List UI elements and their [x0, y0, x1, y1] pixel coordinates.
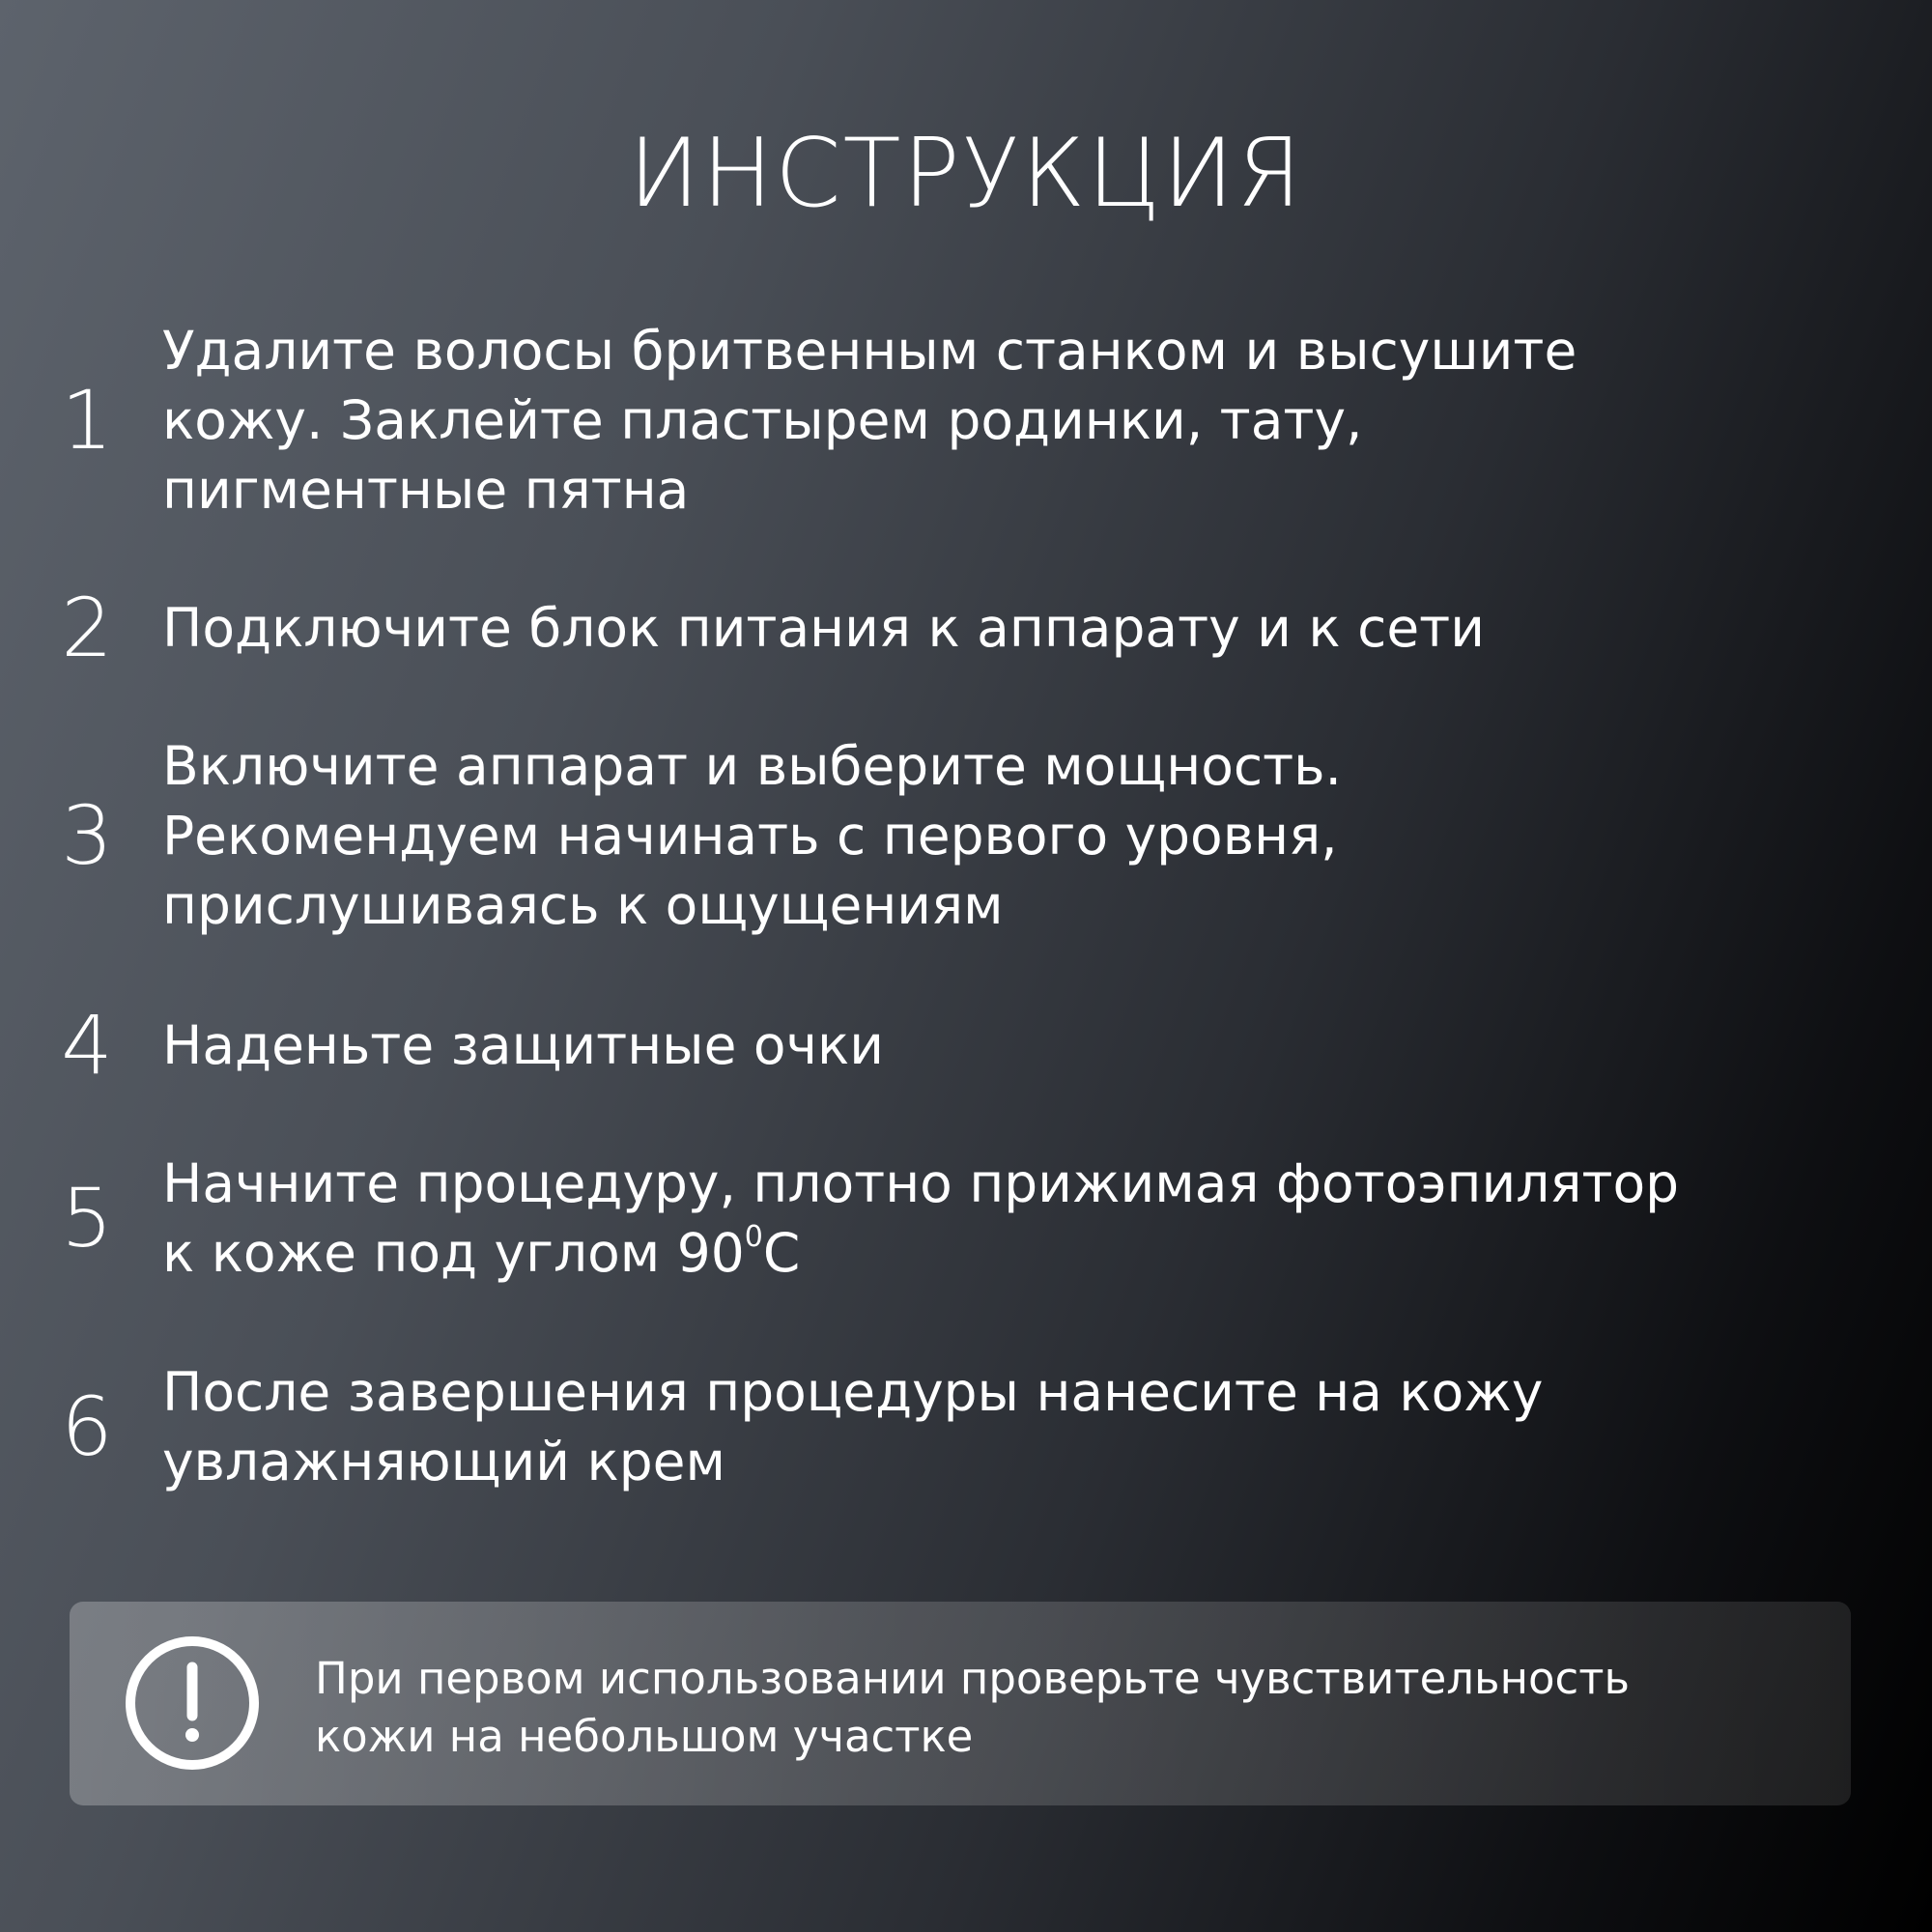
warning-note	[70, 1602, 1851, 1805]
step-number: 1	[61, 373, 113, 468]
step-text-main: Начните процедуру, плотно прижимая фотоэпилятор к коже под углом 90	[162, 1152, 1680, 1284]
step-6	[0, 1357, 1932, 1496]
step-text	[162, 1149, 1891, 1288]
step-5	[0, 1149, 1932, 1288]
step-text: Включите аппарат и выберите мощность. Рекомендуем начинать с первого уровня, прислушиваясь к ощущениям	[162, 735, 1343, 936]
exclamation-circle-icon	[124, 1634, 261, 1772]
step-number: 2	[61, 581, 113, 675]
step-text-unit: С	[762, 1222, 801, 1284]
step-number: 5	[61, 1171, 113, 1265]
step-text: Наденьте защитные очки	[162, 1014, 885, 1076]
warning-note-text: При первом использовании проверьте чувствительность кожи на небольшом участке	[315, 1653, 1631, 1762]
step-text: Удалите волосы бритвенным станком и высушите кожу. Заклейте пластырем родинки, тату, пигментные пятна	[162, 320, 1577, 521]
step-number: 4	[61, 998, 113, 1093]
page-title: ИНСТРУКЦИЯ	[628, 119, 1304, 229]
step-1	[0, 316, 1932, 525]
step-3	[0, 731, 1932, 940]
step-text: После завершения процедуры нанесите на кожу увлажняющий крем	[162, 1361, 1544, 1492]
degree-superscript: 0	[744, 1220, 763, 1254]
step-4	[0, 998, 1932, 1093]
step-number: 3	[61, 788, 113, 883]
step-number: 6	[61, 1379, 113, 1474]
step-2	[0, 581, 1932, 675]
step-text: Подключите блок питания к аппарату и к сети	[162, 597, 1485, 659]
